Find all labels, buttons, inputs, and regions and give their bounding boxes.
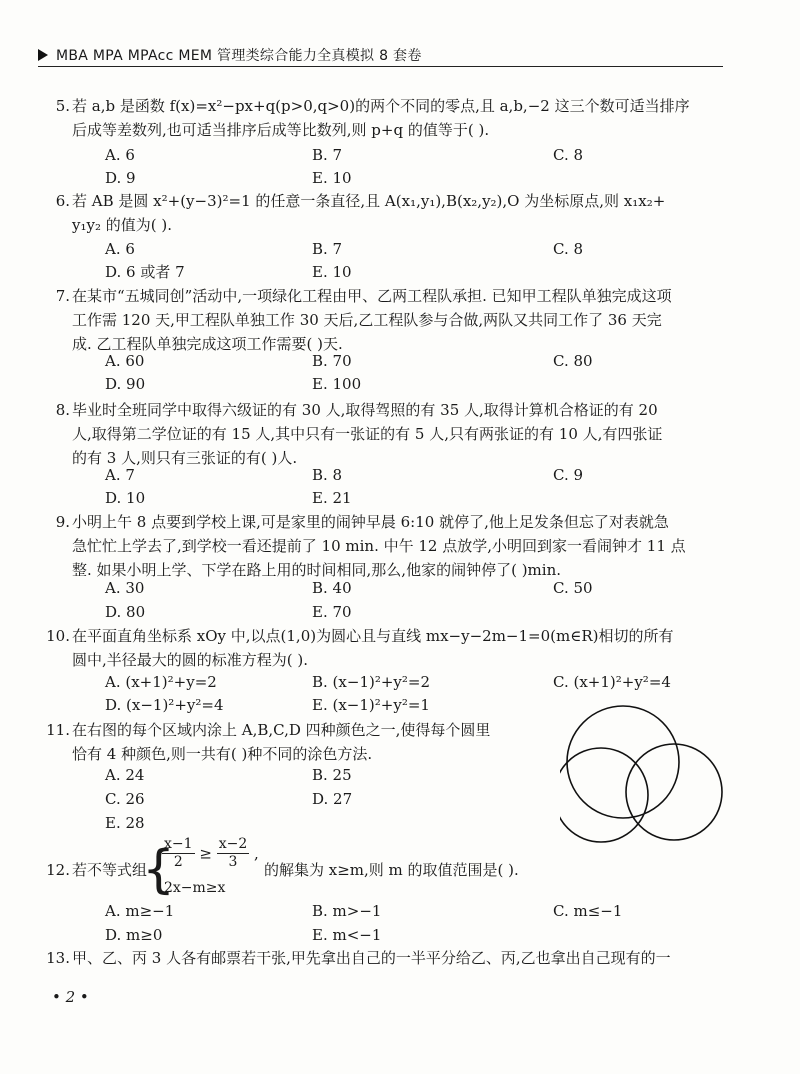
question-stem-line: 成. 乙工程队单独完成这项工作需要( )天. [72,335,343,353]
comma: , [254,844,259,863]
left-brace: { [142,840,176,900]
triangle-marker-icon [38,49,48,61]
circle-right [626,744,722,840]
inequality-line-2: 2x−m≥x [164,880,226,896]
option-c[interactable]: C. m≤−1 [553,902,623,920]
option-d[interactable]: D. 80 [105,603,146,621]
question-number: 7. [55,287,70,305]
numerator: x−1 [164,836,193,852]
denominator: 2 [173,854,183,870]
question-9 [55,510,732,582]
option-b[interactable]: B. 40 [312,579,352,597]
option-a[interactable]: A. 24 [105,766,145,784]
page-header [38,44,723,67]
option-e[interactable]: E. 28 [105,814,145,832]
question-11 [46,718,552,766]
question-stem-line: 若 a,b 是函数 f(x)=x²−px+q(p>0,q>0)的两个不同的零点,且 a,b,−2 这三个数可适当排序 [72,97,690,115]
option-a[interactable]: A. 30 [105,579,145,597]
question-number: 6. [55,192,70,210]
question-number: 8. [55,401,70,419]
option-b[interactable]: B. 7 [312,240,343,258]
option-c[interactable]: C. 50 [553,579,593,597]
question-stem-line: 的有 3 人,则只有三张证的有( )人. [72,449,298,467]
option-b[interactable]: B. 70 [312,352,352,370]
question-7 [55,284,732,356]
option-a[interactable]: A. 6 [105,146,135,164]
question-stem-line: 圆中,半径最大的圆的标准方程为( ). [72,651,309,669]
question-stem-suffix: 的解集为 x≥m,则 m 的取值范围是( ). [264,861,519,879]
question-stem-line: 毕业时全班同学中取得六级证的有 30 人,取得驾照的有 35 人,取得计算机合格证的有 20 [72,401,658,419]
geq-sign: ≥ [199,844,212,863]
option-c[interactable]: C. 80 [553,352,593,370]
option-a[interactable]: A. 60 [105,352,145,370]
question-10 [46,624,732,672]
option-b[interactable]: B. m>−1 [312,902,382,920]
question-number: 12. [46,861,70,879]
option-c[interactable]: C. 8 [553,146,584,164]
question-stem-line: 小明上午 8 点要到学校上课,可是家里的闹钟早晨 6:10 就停了,他上足发条但忘了对表就急 [72,513,669,531]
inequality-line-1 [162,836,259,871]
option-b[interactable]: B. 7 [312,146,343,164]
option-b[interactable]: B. (x−1)²+y²=2 [312,673,431,691]
option-c[interactable]: C. (x+1)²+y²=4 [553,673,671,691]
page-number: • 2 • [52,988,89,1006]
question-stem-line: 若 AB 是圆 x²+(y−3)²=1 的任意一条直径,且 A(x₁,y₁),B(x₂,y₂),O 为坐标原点,则 x₁x₂+ [72,192,666,210]
option-d[interactable]: D. 90 [105,375,146,393]
question-stem-line: 在某市“五城同创”活动中,一项绿化工程由甲、乙两工程队承担. 已知甲工程队单独完成这项 [72,287,672,305]
option-e[interactable]: E. 70 [312,603,352,621]
question-stem-line: y₁y₂ 的值为( ). [72,216,172,234]
fraction [162,836,195,871]
option-a[interactable]: A. m≥−1 [105,902,175,920]
question-stem-line: 甲、乙、丙 3 人各有邮票若干张,甲先拿出自己的一半平分给乙、丙,乙也拿出自己现有的一 [72,949,671,967]
question-stem-line: 急忙忙上学去了,到学校一看还提前了 10 min. 中午 12 点放学,小明回到家一看闹钟才 11 点 [72,537,686,555]
question-number: 10. [46,627,70,645]
option-b[interactable]: B. 25 [312,766,352,784]
option-d[interactable]: D. 10 [105,489,146,507]
option-e[interactable]: E. 10 [312,169,352,187]
option-a[interactable]: A. 7 [105,466,135,484]
option-a[interactable]: A. (x+1)²+y=2 [105,673,217,691]
question-stem-line: 恰有 4 种颜色,则一共有( )种不同的涂色方法. [72,745,373,763]
question-stem-prefix: 若不等式组 [72,861,148,879]
question-stem-line: 工作需 120 天,甲工程队单独工作 30 天后,乙工程队参与合做,两队又共同工作了 36 天完 [72,311,662,329]
question-number: 11. [46,721,70,739]
question-13 [46,946,732,970]
question-12 [46,836,732,900]
option-c[interactable]: C. 9 [553,466,584,484]
option-d[interactable]: D. (x−1)²+y²=4 [105,696,224,714]
option-e[interactable]: E. m<−1 [312,926,382,944]
question-6 [55,189,732,237]
option-e[interactable]: E. 10 [312,263,352,281]
question-number: 13. [46,949,70,967]
circle-left [560,748,648,842]
question-stem-line: 在平面直角坐标系 xOy 中,以点(1,0)为圆心且与直线 mx−y−2m−1=0(m∈R)相切的所有 [72,627,674,645]
option-e[interactable]: E. (x−1)²+y²=1 [312,696,430,714]
option-d[interactable]: D. 9 [105,169,136,187]
option-e[interactable]: E. 21 [312,489,352,507]
header-title: MBA MPA MPAcc MEM 管理类综合能力全真模拟 8 套卷 [56,48,422,64]
question-8 [55,398,732,470]
option-a[interactable]: A. 6 [105,240,135,258]
circle-top [567,706,679,818]
fraction [217,836,250,871]
three-circles-figure [560,705,730,845]
question-number: 5. [55,97,70,115]
question-5 [55,94,732,142]
option-e[interactable]: E. 100 [312,375,362,393]
option-d[interactable]: D. 27 [312,790,353,808]
option-d[interactable]: D. m≥0 [105,926,163,944]
question-stem-line: 整. 如果小明上学、下学在路上用的时间相同,那么,他家的闹钟停了( )min. [72,561,561,579]
question-stem-line: 人,取得第二学位证的有 15 人,其中只有一张证的有 5 人,只有两张证的有 10 人,有四张证 [72,425,663,443]
option-b[interactable]: B. 8 [312,466,343,484]
question-stem-line: 在右图的每个区域内涂上 A,B,C,D 四种颜色之一,使得每个圆里 [72,721,491,739]
question-number: 9. [55,513,70,531]
numerator: x−2 [218,836,248,852]
option-d[interactable]: D. 6 或者 7 [105,263,185,281]
option-c[interactable]: C. 26 [105,790,145,808]
denominator: 3 [228,854,238,870]
option-c[interactable]: C. 8 [553,240,584,258]
question-stem-line: 后成等差数列,也可适当排序后成等比数列,则 p+q 的值等于( ). [72,121,490,139]
